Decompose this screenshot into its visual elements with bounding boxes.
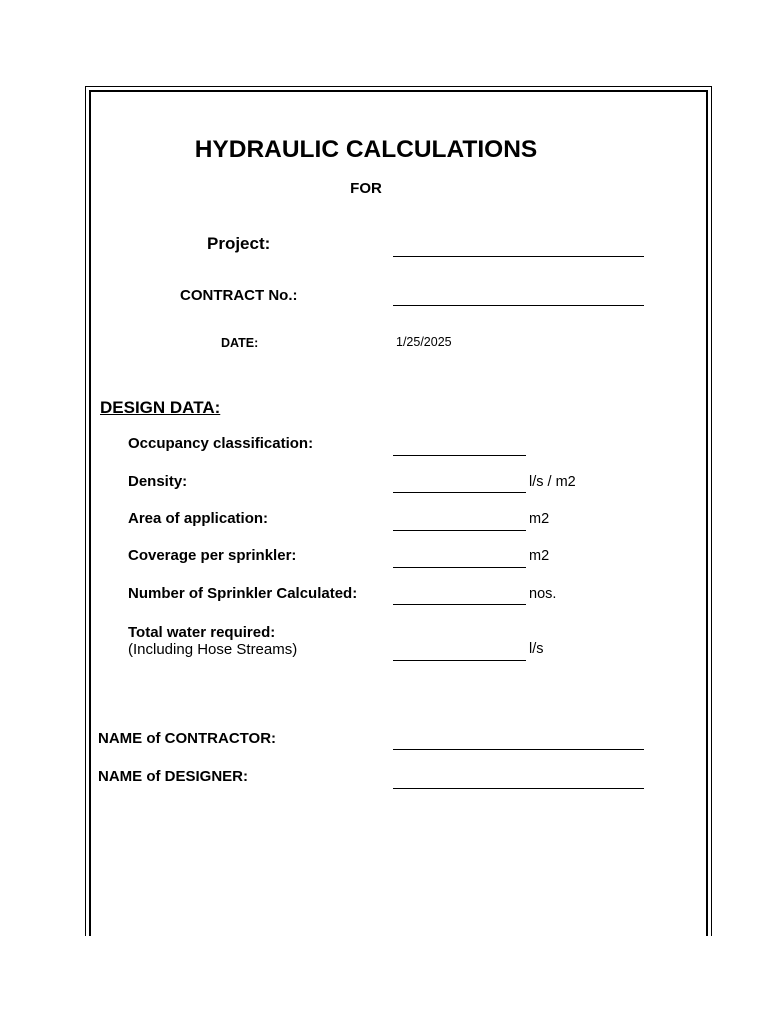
contractor-name-field-line xyxy=(393,749,644,750)
occupancy-field-line xyxy=(393,455,526,456)
contract-label: CONTRACT No.: xyxy=(180,287,298,304)
density-unit: l/s / m2 xyxy=(529,474,576,490)
project-label: Project: xyxy=(207,234,271,253)
total-water-sublabel: (Including Hose Streams) xyxy=(128,641,298,658)
area-of-application-field-line xyxy=(393,530,526,531)
sprinkler-count-unit: nos. xyxy=(529,586,557,602)
density-field-line xyxy=(393,492,526,493)
document-subtitle: FOR xyxy=(350,180,382,197)
sprinkler-count-label: Number of Sprinkler Calculated: xyxy=(128,585,358,602)
date-value[interactable]: 1/25/2025 xyxy=(396,335,452,349)
design-data-heading: DESIGN DATA: xyxy=(100,398,221,417)
document-title: HYDRAULIC CALCULATIONS xyxy=(194,136,538,163)
date-label: DATE: xyxy=(221,336,259,350)
sprinkler-count-field-line xyxy=(393,604,526,605)
designer-name-label: NAME of DESIGNER: xyxy=(98,768,248,785)
coverage-field-line xyxy=(393,567,526,568)
contractor-name-label: NAME of CONTRACTOR: xyxy=(98,730,277,747)
area-of-application-label: Area of application: xyxy=(128,510,269,527)
area-of-application-unit: m2 xyxy=(529,511,550,527)
contract-field-line xyxy=(393,305,644,306)
project-field-line xyxy=(393,256,644,257)
coverage-label: Coverage per sprinkler: xyxy=(128,547,297,564)
occupancy-label: Occupancy classification: xyxy=(128,435,314,452)
coverage-unit: m2 xyxy=(529,548,550,564)
total-water-field-line xyxy=(393,660,526,661)
density-label: Density: xyxy=(128,473,188,490)
total-water-unit: l/s xyxy=(529,641,544,657)
total-water-label: Total water required: xyxy=(128,624,276,641)
designer-name-field-line xyxy=(393,788,644,789)
